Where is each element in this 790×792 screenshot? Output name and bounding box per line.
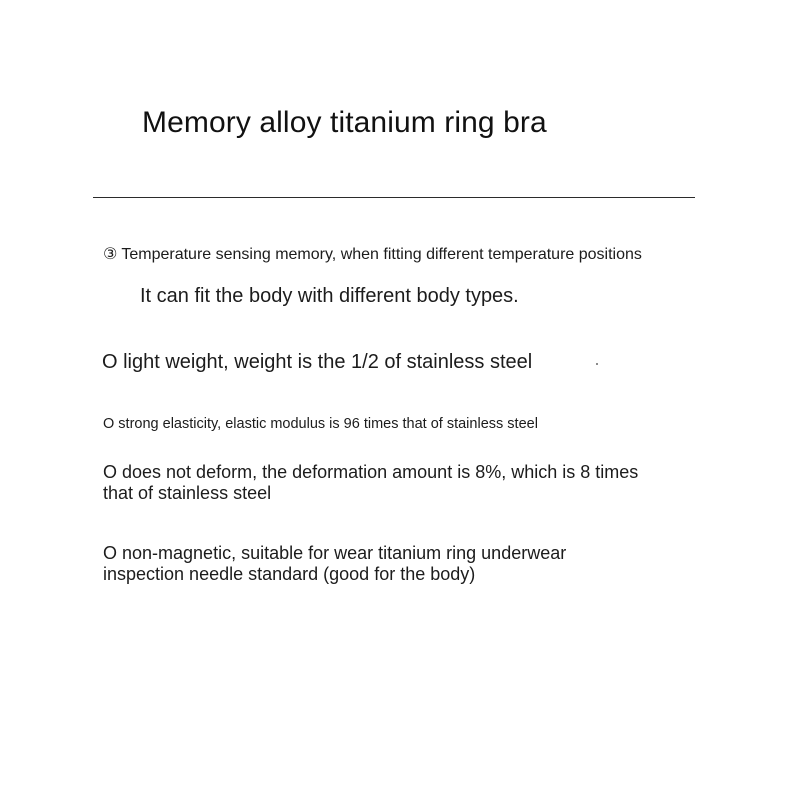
feature-temperature [103,244,642,264]
circled-number-three: ③ [103,246,118,263]
feature-non-magnetic-line2: inspection needle standard (good for the body) [103,564,476,584]
feature-light-weight: O light weight, weight is the 1/2 of stainless steel [102,351,533,373]
feature-temperature-continued: It can fit the body with different body types. [140,285,519,307]
stray-dot [596,363,598,365]
feature-non-magnetic-line1: O non-magnetic, suitable for wear titanium ring underwear [103,543,567,563]
feature-no-deform-line2: that of stainless steel [103,483,272,503]
feature-non-magnetic [103,543,566,585]
feature-no-deform [103,462,638,504]
page-title: Memory alloy titanium ring bra [142,106,547,139]
feature-temperature-text: Temperature sensing memory, when fitting different temperature positions [121,246,642,263]
feature-elasticity: O strong elasticity, elastic modulus is 96 times that of stainless steel [103,416,538,432]
title-divider [93,197,695,198]
feature-no-deform-line1: O does not deform, the deformation amount is 8%, which is 8 times [103,462,639,482]
